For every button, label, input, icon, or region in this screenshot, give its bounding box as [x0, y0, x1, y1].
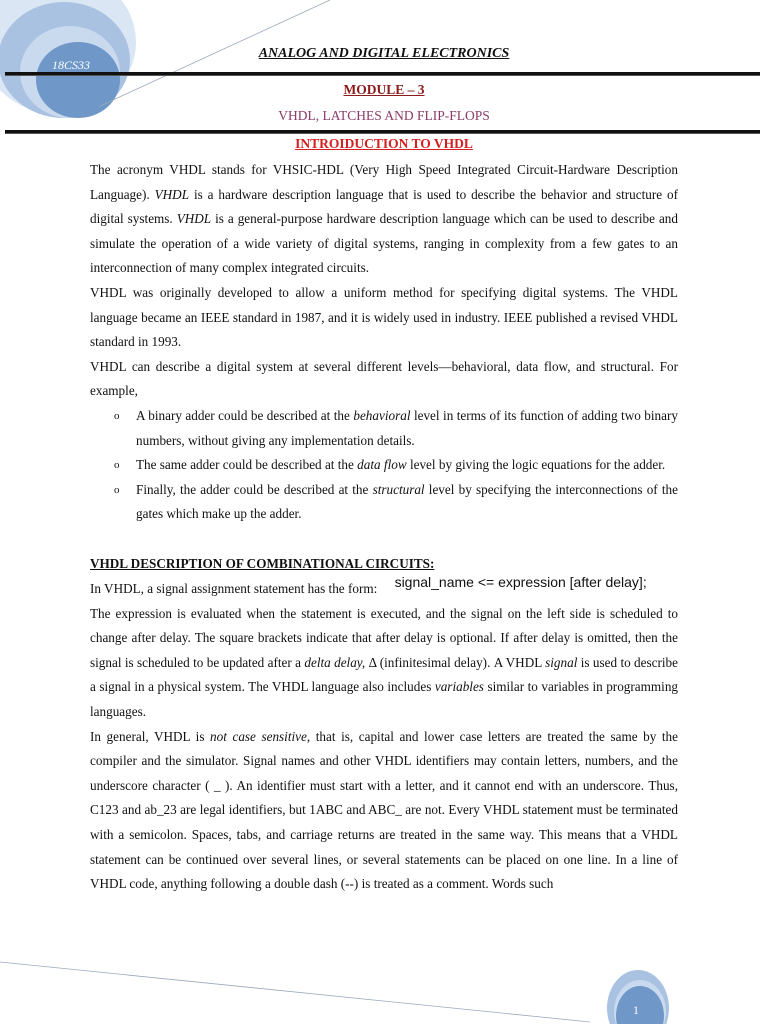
italic-term: delta delay, [304, 654, 366, 670]
module-heading: MODULE – 3 [343, 82, 425, 97]
paragraph [90, 355, 678, 404]
italic-term: structural [372, 481, 425, 497]
course-code: 18CS33 [52, 58, 91, 72]
italic-term: VHDL [176, 211, 212, 227]
header-rule [5, 72, 760, 76]
text-run: level by specifying the interconnections of the gates which make up the adder. [136, 481, 678, 522]
text-run: is a general-purpose hardware description language which can be used to describe and simulate the operation of a wide variety of digital systems, ranging in complexity from a few gates to an interconnection of many complex integrated circuits. [90, 211, 678, 276]
text-run: Δ (infinitesimal delay). A VHDL [365, 654, 546, 670]
list-item [90, 478, 678, 527]
text-run: level by giving the logic equations for the adder. [406, 457, 666, 473]
module-title: VHDL, LATCHES AND FLIP-FLOPS [278, 108, 490, 123]
text-run: The same adder could be described at the [136, 457, 358, 473]
paragraph [90, 725, 678, 897]
italic-term: signal [545, 654, 578, 670]
list-item [90, 453, 678, 478]
signal-assignment-syntax: signal_name <= expression [after delay]; [394, 574, 647, 591]
text-run: is used to describe a signal in a physical system. The VHDL language also includes [90, 654, 678, 695]
bullet-list [90, 404, 678, 527]
paragraph [90, 576, 678, 602]
text-run: level in terms of its function of adding two binary numbers, without giving any implementation details. [136, 407, 678, 448]
subject-title: ANALOG AND DIGITAL ELECTRONICS [258, 46, 510, 61]
text-run: The acronym VHDL stands for VHSIC-HDL (Very High Speed Integrated Circuit-Hardware Description Language). [90, 162, 678, 202]
italic-term: variables [434, 679, 484, 695]
text-run: A binary adder could be described at the [136, 407, 354, 423]
text-run: In VHDL, a signal assignment statement has the form: [90, 581, 381, 597]
italic-term: behavioral [353, 407, 411, 423]
text-run: VHDL can describe a digital system at several different levels—behavioral, data flow, and structural. For example, [90, 358, 678, 399]
text-run: is a hardware description language that is used to describe the behavior and structure of digital systems. [90, 186, 678, 227]
page-number: 1 [633, 1003, 639, 1017]
paragraph [90, 158, 678, 281]
text-run: Finally, the adder could be described at the [136, 481, 373, 497]
italic-term: VHDL [154, 186, 190, 202]
bullet-icon: o [114, 459, 120, 472]
text-run: VHDL DESCRIPTION OF COMBINATIONAL CIRCUITS: [90, 555, 435, 571]
italic-term: not case sensitive [210, 728, 307, 744]
footer-decoration [0, 962, 669, 1024]
bullet-icon: o [114, 483, 120, 496]
section-title: INTROIDUCTION TO VHDL [295, 136, 473, 151]
section-heading [90, 552, 678, 577]
text-run: , that is, capital and lower case letters are treated the same by the compiler and the simulator. Signal names and other VHDL identifiers may contain letters, numbers, and the underscore character ( _ ). An identifier must start with a letter, and it cannot end with an underscore. Thus, C123 and ab_23 are legal identifiers, but 1ABC and ABC_ are not. Every VHDL statement must be terminated with a semicolon. Spaces, tabs, and carriage returns are treated in the same way. This means that a VHDL statement can be continued over several lines, or several statements can be placed on one line. In a line of VHDL code, anything following a double dash (--) is treated as a comment. Words such [90, 728, 678, 892]
document-body [90, 158, 678, 897]
paragraph [90, 602, 678, 725]
section-rule [5, 130, 760, 134]
text-run: similar to variables in programming languages. [90, 679, 679, 720]
paragraph [90, 281, 678, 355]
text-run: In general, VHDL is [90, 728, 211, 744]
text-run: The expression is evaluated when the statement is executed, and the signal on the left side is scheduled to change after delay. The square brackets indicate that after delay is optional. If after delay is omitted, then the signal is scheduled to be updated after a [90, 605, 678, 670]
list-item [90, 404, 678, 453]
italic-term: data flow [357, 457, 407, 473]
text-run: VHDL was originally developed to allow a uniform method for specifying digital systems. The VHDL language became an IEEE standard in 1987, and it is widely used in industry. IEEE published a revised VHDL standard in 1993. [90, 284, 678, 350]
bullet-icon: o [114, 409, 120, 422]
